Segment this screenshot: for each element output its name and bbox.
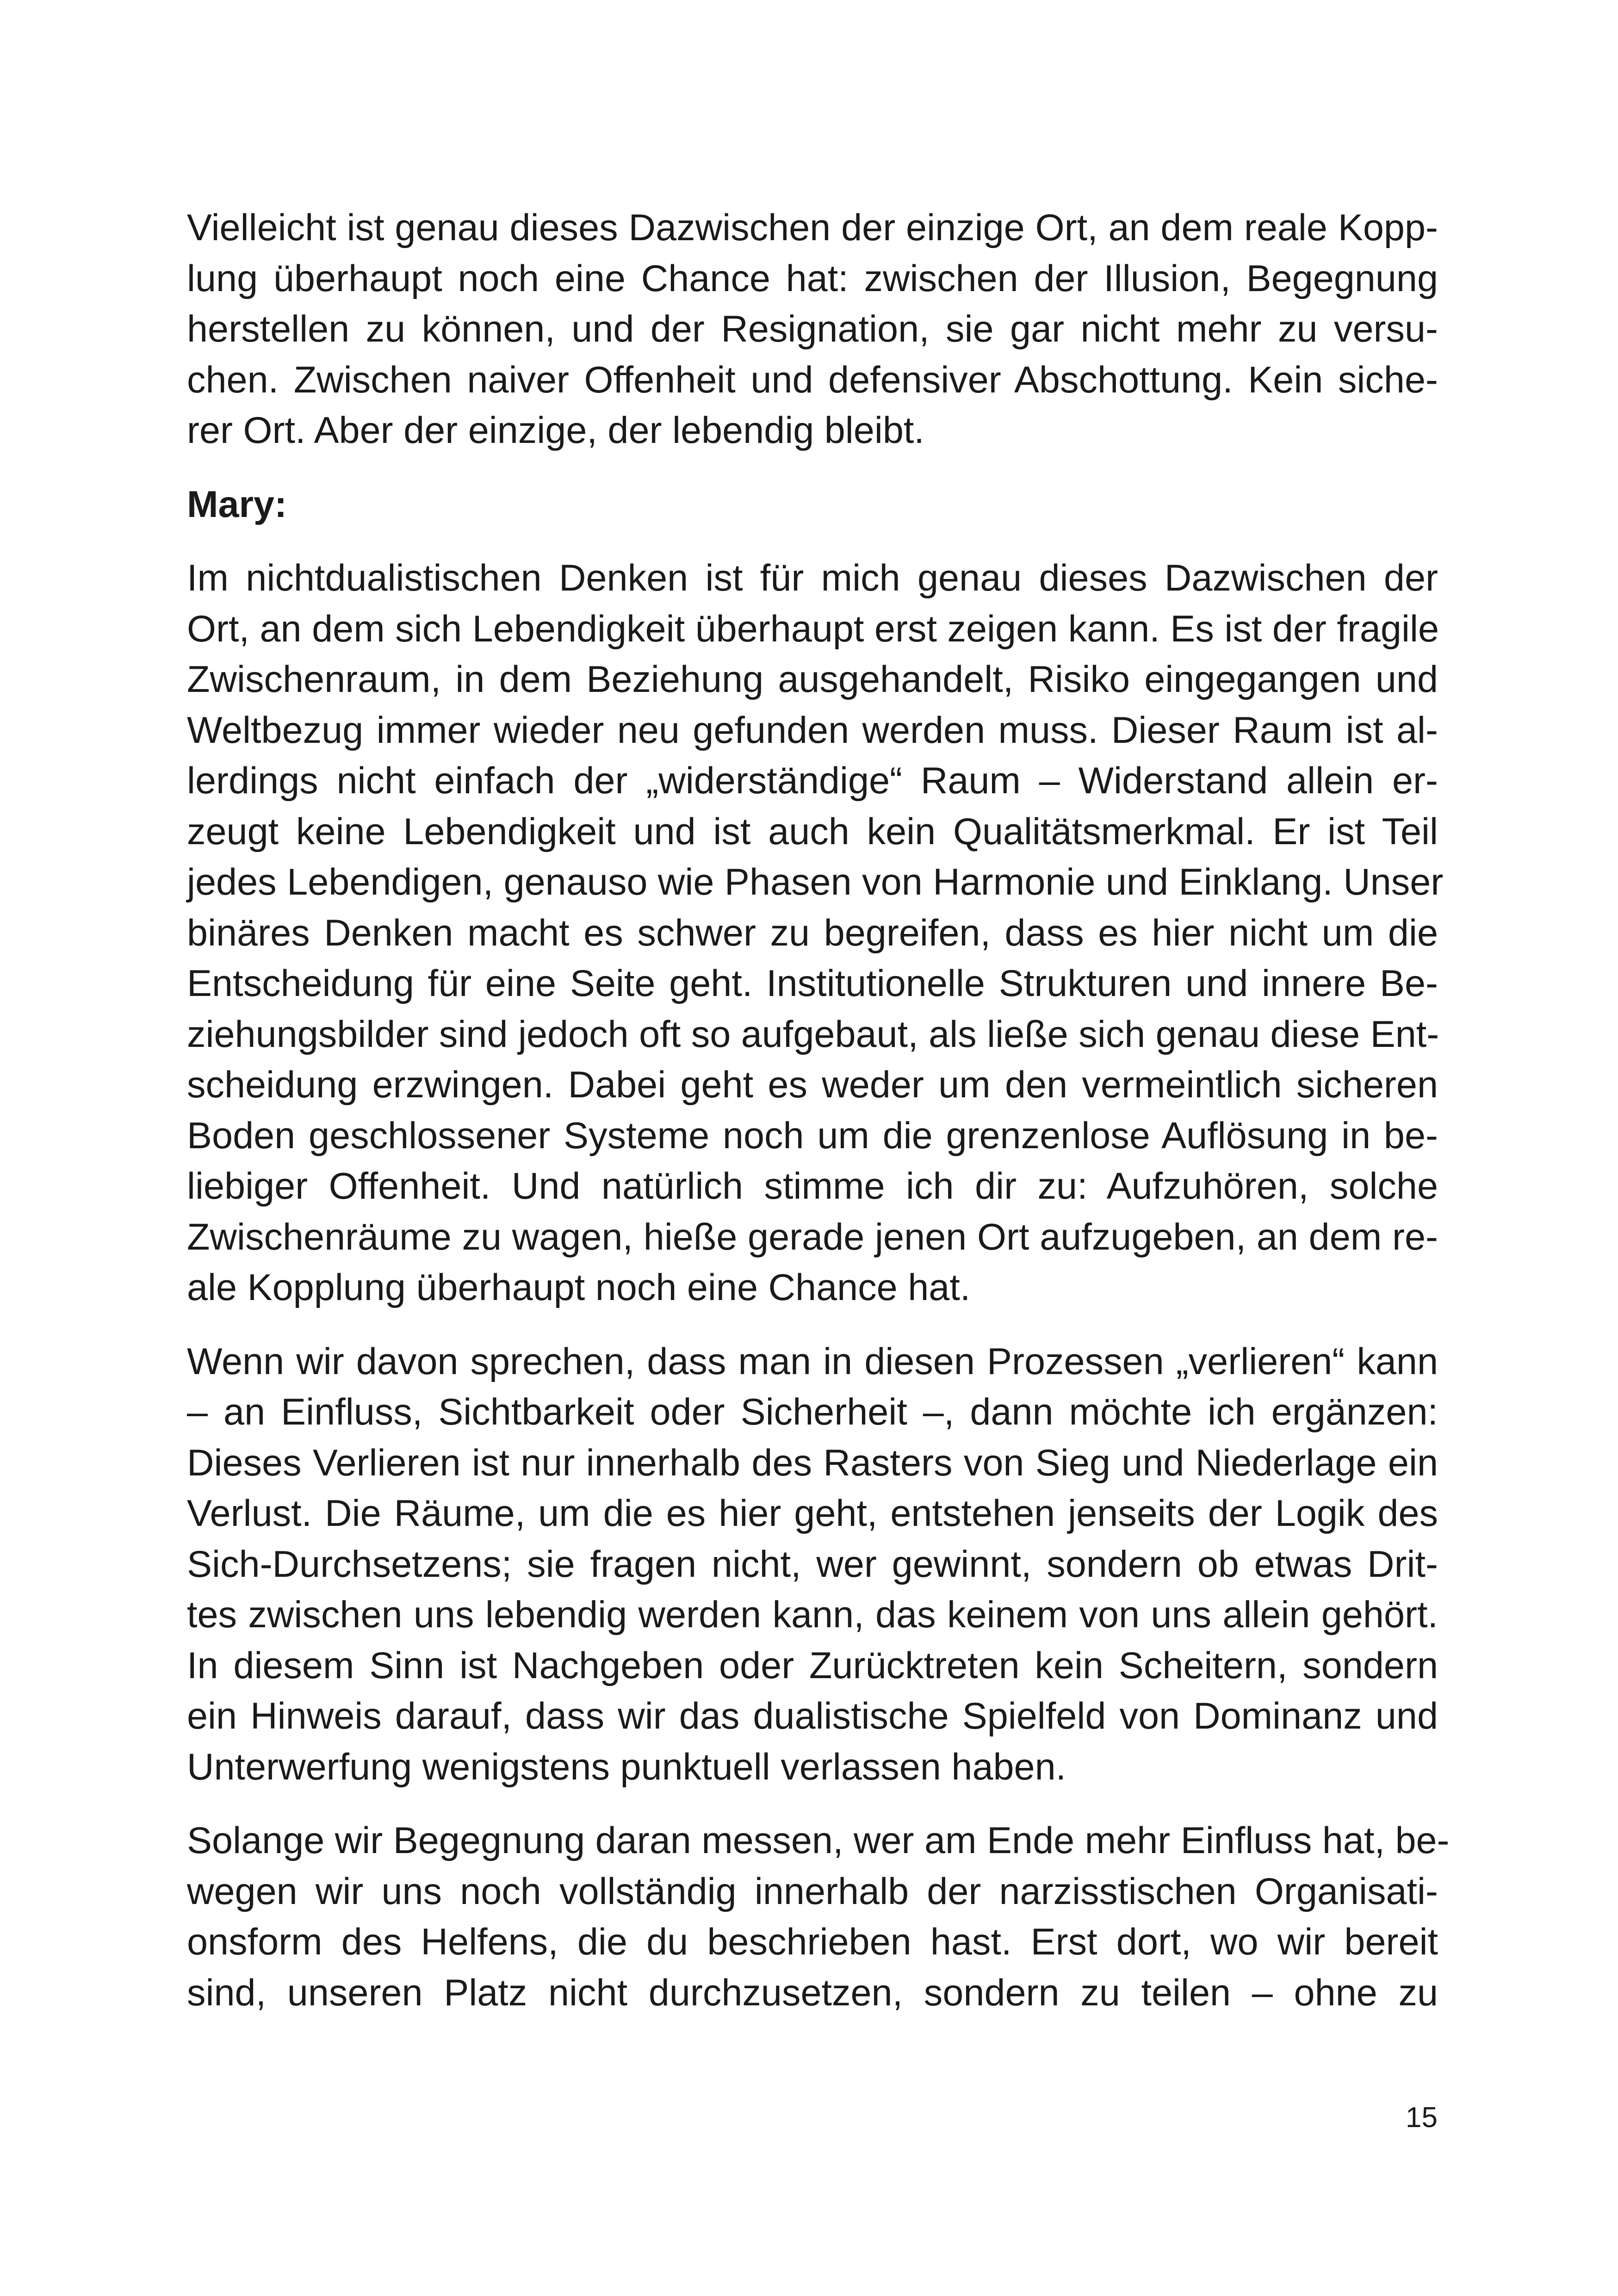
paragraph	[187, 203, 1438, 456]
speaker-label	[187, 479, 1438, 530]
text-line: sind, unseren Platz nicht durchzusetzen, sondern zu teilen – ohne zu	[187, 1972, 1438, 2014]
text-line: Im nichtdualistischen Denken ist für mich genau dieses Dazwischen der	[187, 557, 1438, 599]
text-line: Entscheidung für eine Seite geht. Institutionelle Strukturen und innere Be-	[187, 963, 1438, 1004]
text-line: Dieses Verlieren ist nur innerhalb des Rasters von Sieg und Niederlage ein	[187, 1442, 1438, 1484]
paragraph	[187, 1816, 1450, 2018]
text-line: liebiger Offenheit. Und natürlich stimme ich dir zu: Aufzuhören, solche	[187, 1165, 1438, 1207]
text-line: onsform des Helfens, die du beschrieben hast. Erst dort, wo wir bereit	[187, 1921, 1438, 1963]
text-line: Weltbezug immer wieder neu gefunden werden muss. Dieser Raum ist al-	[187, 709, 1438, 751]
text-line: jedes Lebendigen, genauso wie Phasen von Harmonie und Einklang. Unser	[187, 861, 1444, 903]
text-line: Unterwerfung wenigstens punktuell verlassen haben.	[187, 1746, 1066, 1788]
text-line: lung überhaupt noch eine Chance hat: zwischen der Illusion, Begegnung	[187, 257, 1438, 299]
text-line: herstellen zu können, und der Resignation, sie gar nicht mehr zu versu-	[187, 308, 1438, 350]
text-line: Sich-Durchsetzens; sie fragen nicht, wer gewinnt, sondern ob etwas Drit-	[187, 1543, 1438, 1585]
text-line: binäres Denken macht es schwer zu begreifen, dass es hier nicht um die	[187, 912, 1438, 954]
text-line: tes zwischen uns lebendig werden kann, das keinem von uns allein gehört.	[187, 1594, 1438, 1636]
text-line: Zwischenräume zu wagen, hieße gerade jenen Ort aufzugeben, an dem re-	[187, 1216, 1438, 1258]
text-line: Zwischenraum, in dem Beziehung ausgehandelt, Risiko eingegangen und	[187, 659, 1438, 700]
text-line: zeugt keine Lebendigkeit und ist auch kein Qualitätsmerkmal. Er ist Teil	[187, 810, 1438, 852]
text-line: wegen wir uns noch vollständig innerhalb der narzisstischen Organisati-	[187, 1870, 1438, 1912]
text-line: Boden geschlossener Systeme noch um die grenzenlose Auflösung in be-	[187, 1114, 1438, 1157]
text-line: rer Ort. Aber der einzige, der lebendig bleibt.	[187, 410, 924, 451]
paragraph	[187, 553, 1444, 1313]
page-number: 15	[1406, 2102, 1438, 2134]
text-line: Wenn wir davon sprechen, dass man in diesen Prozessen „verlieren“ kann	[187, 1340, 1438, 1382]
text-line: Solange wir Begegnung daran messen, wer am Ende mehr Einfluss hat, be-	[187, 1820, 1450, 1861]
text-line: ziehungsbilder sind jedoch oft so aufgebaut, als ließe sich genau diese Ent-	[187, 1013, 1439, 1055]
text-line: lerdings nicht einfach der „widerständige“ Raum – Widerstand allein er-	[187, 760, 1438, 802]
text-line: ein Hinweis darauf, dass wir das dualistische Spielfeld von Dominanz und	[187, 1695, 1438, 1737]
text-line: Mary:	[187, 483, 287, 525]
text-line: chen. Zwischen naiver Offenheit und defensiver Abschottung. Kein siche-	[187, 359, 1438, 401]
text-line: Vielleicht ist genau dieses Dazwischen der einzige Ort, an dem reale Kopp-	[187, 207, 1438, 249]
text-line: – an Einfluss, Sichtbarkeit oder Sicherheit –, dann möchte ich ergänzen:	[187, 1391, 1438, 1433]
paragraph	[187, 1337, 1438, 1793]
body-text	[187, 203, 1450, 2018]
text-line: In diesem Sinn ist Nachgeben oder Zurücktreten kein Scheitern, sondern	[187, 1644, 1438, 1686]
text-line: Ort, an dem sich Lebendigkeit überhaupt erst zeigen kann. Es ist der fragile	[187, 608, 1439, 650]
text-line: Verlust. Die Räume, um die es hier geht, entstehen jenseits der Logik des	[187, 1493, 1438, 1534]
text-line: scheidung erzwingen. Dabei geht es weder um den vermeintlich sicheren	[187, 1064, 1438, 1106]
text-line: ale Kopplung überhaupt noch eine Chance hat.	[187, 1267, 971, 1308]
